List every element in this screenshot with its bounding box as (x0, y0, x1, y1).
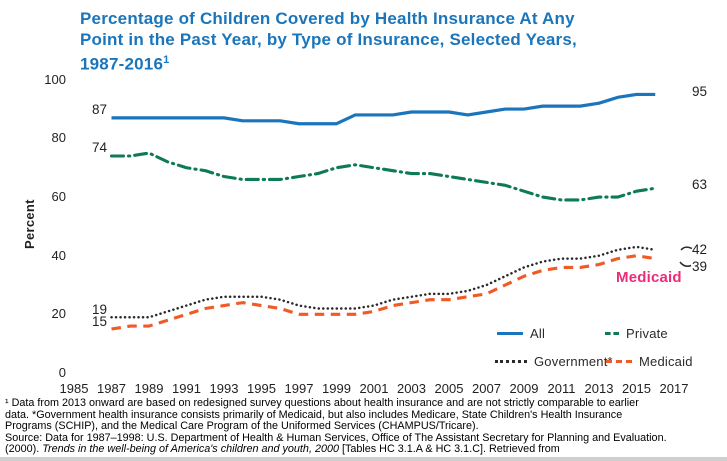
government-line-swatch-icon (495, 360, 527, 363)
chart-title-line1: Percentage of Children Covered by Health Insurance At Any (80, 9, 575, 28)
x-tick-label: 1989 (134, 381, 164, 396)
footnote-source-prefix: (2000). (5, 443, 43, 456)
y-tick-label: 40 (51, 247, 66, 263)
x-tick-label: 2001 (359, 381, 389, 396)
legend-item-government (495, 353, 613, 369)
series-end-value-label: 95 (692, 84, 708, 100)
all-line (112, 94, 656, 123)
footnote-source-title: Trends in the well-being of America's children and youth, 2000 (42, 443, 339, 456)
all-line-swatch-icon (497, 332, 523, 335)
medicaid-line-swatch-icon (606, 360, 632, 363)
connector-government-label (681, 247, 692, 250)
bottom-edge-strip (0, 457, 727, 461)
legend-item-private (605, 325, 668, 341)
legend-label-government: Government* (534, 353, 613, 369)
series-end-value-label: 39 (692, 258, 708, 274)
x-tick-label: 2003 (397, 381, 426, 396)
legend-label-all: All (530, 325, 546, 341)
x-tick-label: 2009 (509, 381, 539, 396)
x-tick-label: 2005 (434, 381, 464, 396)
y-axis-title: Percent (22, 199, 37, 249)
footnote-source-line1: Source: Data for 1987–1998: U.S. Department of Health & Human Services, Office of The Assistant Secretary for Planning and Evaluation. (5, 431, 667, 444)
private-line (112, 153, 656, 200)
y-tick-label: 0 (58, 365, 66, 380)
x-tick-label: 1993 (209, 381, 239, 396)
series-start-value-label: 74 (91, 139, 107, 155)
x-tick-label: 1987 (97, 381, 126, 396)
legend-item-all (497, 325, 545, 341)
x-tick-label: 2007 (472, 381, 501, 396)
x-tick-label: 2017 (659, 381, 689, 396)
legend-label-private: Private (626, 325, 668, 341)
y-tick-label: 60 (51, 189, 66, 205)
footnote-note-line1: ¹ Data from 2013 onward are based on redesigned survey questions about health insurance and are not strictly comparable to earlier (5, 397, 639, 409)
series-start-value-label: 87 (91, 101, 107, 117)
x-tick-label: 1997 (284, 381, 314, 396)
chart-title-footnote-marker: 1 (163, 54, 170, 66)
y-tick-label: 80 (51, 130, 66, 146)
legend-label-medicaid: Medicaid (639, 353, 693, 369)
series-start-value-label: 15 (91, 314, 107, 329)
series-start-value-label: 19 (91, 302, 107, 318)
chart-title-line3: 1987-2016 (80, 54, 164, 74)
x-tick-label: 2015 (622, 381, 651, 396)
legend-item-medicaid (606, 353, 693, 369)
private-line-swatch-icon (605, 332, 619, 335)
x-tick-label: 1991 (172, 381, 201, 396)
footnote-note-line2: data. *Government health insurance consists primarily of Medicaid, but also includes Medicare, State Children's Health Insurance (5, 408, 623, 421)
y-tick-label: 20 (51, 306, 66, 322)
x-tick-label: 1999 (322, 381, 351, 396)
x-tick-label: 2011 (547, 381, 576, 396)
footnote-source-suffix: [Tables HC 3.1.A & HC 3.1.C]. Retrieved from (338, 443, 560, 456)
footnote-source (5, 433, 723, 456)
footnotes (5, 398, 723, 456)
x-tick-label: 2013 (584, 381, 614, 396)
chart-title-line2: Point in the Past Year, by Type of Insurance, Selected Years, (80, 30, 577, 49)
x-tick-label: 1985 (59, 381, 89, 396)
series-end-value-label: 63 (692, 177, 708, 193)
medicaid-annotation: Medicaid (616, 269, 682, 286)
government-line (112, 247, 656, 317)
footnote-note (5, 398, 723, 433)
y-tick-label: 100 (44, 71, 66, 87)
footnote-note-line3: Programs (SCHIP), and the Medical Care Program of the Uniformed Services (CHAMPUS/Tricare). (5, 420, 479, 433)
connector-medicaid-label (680, 262, 691, 266)
series-end-value-label: 42 (692, 241, 708, 257)
medicaid-line (112, 256, 656, 329)
x-tick-label: 1995 (247, 381, 276, 396)
